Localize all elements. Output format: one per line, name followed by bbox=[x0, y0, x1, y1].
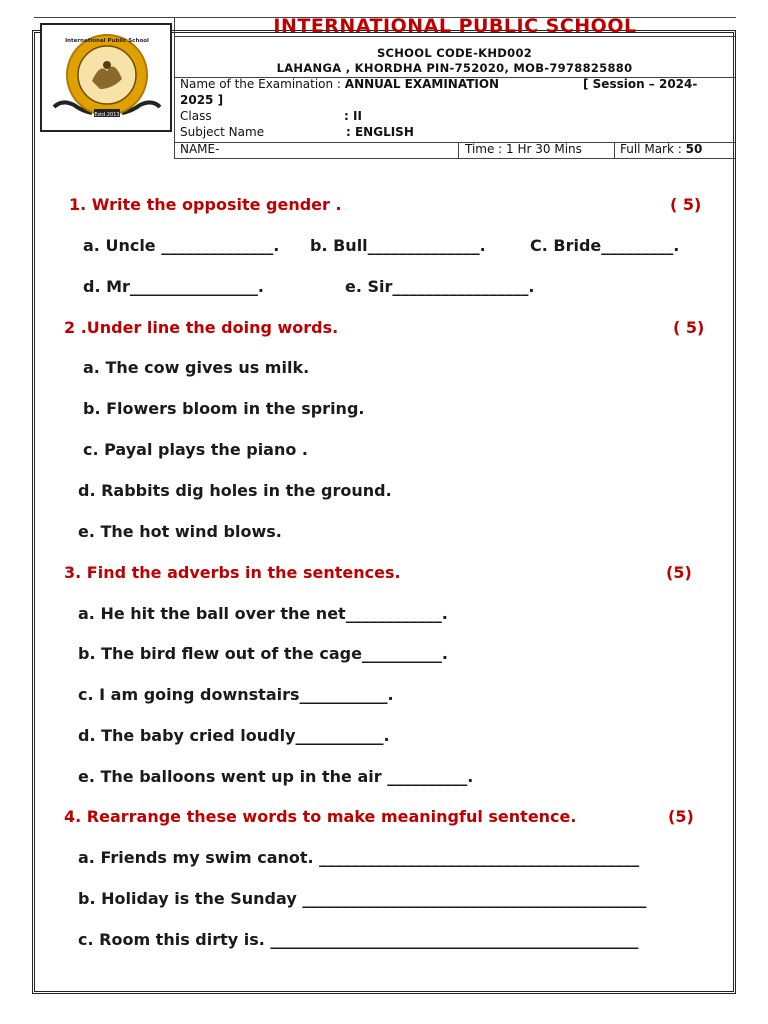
header-left-divider bbox=[174, 18, 175, 159]
school-logo bbox=[40, 23, 172, 132]
q3-item-c: c. I am going downstairs___________. bbox=[78, 685, 394, 704]
q3-item-e: e. The balloons went up in the air __________. bbox=[78, 767, 474, 786]
svg-text:International Public School: International Public School bbox=[65, 38, 149, 44]
q3-item-b: b. The bird flew out of the cage__________. bbox=[78, 644, 448, 663]
q2-item-e: e. The hot wind blows. bbox=[78, 522, 282, 541]
q1-item-a: a. Uncle ______________. bbox=[83, 236, 280, 255]
mark-divider bbox=[614, 142, 615, 158]
class-value: : II bbox=[344, 109, 362, 123]
q1-item-e: e. Sir_________________. bbox=[345, 277, 535, 296]
q4-item-a: a. Friends my swim canot. ________________________________________ bbox=[78, 848, 640, 867]
question-3-marks: (5) bbox=[666, 563, 692, 582]
exam-value: ANNUAL EXAMINATION bbox=[344, 77, 500, 91]
subject-label: Subject Name bbox=[180, 125, 265, 139]
question-4-marks: (5) bbox=[668, 807, 694, 826]
school-address: LAHANGA , KHORDHA PIN-752020, MOB-7978825880 bbox=[276, 61, 633, 75]
question-1-title: 1. Write the opposite gender . bbox=[69, 195, 342, 214]
header-line-1 bbox=[174, 36, 735, 37]
q2-item-a: a. The cow gives us milk. bbox=[83, 358, 310, 377]
q2-item-c: c. Payal plays the piano . bbox=[83, 440, 309, 459]
q3-item-a: a. He hit the ball over the net____________. bbox=[78, 604, 448, 623]
q4-item-c: c. Room this dirty is. ______________________________________________ bbox=[78, 930, 639, 949]
time-text: Time : 1 Hr 30 Mins bbox=[465, 142, 582, 156]
question-1-marks: ( 5) bbox=[670, 195, 702, 214]
question-2-marks: ( 5) bbox=[673, 318, 705, 337]
question-3-title: 3. Find the adverbs in the sentences. bbox=[64, 563, 401, 582]
full-mark-value: 50 bbox=[685, 142, 703, 156]
q1-item-b: b. Bull______________. bbox=[310, 236, 486, 255]
school-header-info bbox=[174, 36, 735, 158]
full-mark-label: Full Mark : bbox=[620, 142, 686, 156]
session-line-2: 2025 ] bbox=[180, 93, 224, 107]
q1-item-c: C. Bride_________. bbox=[530, 236, 680, 255]
session-line-1: [ Session – 2024- bbox=[583, 77, 698, 91]
svg-text:Estd.2013: Estd.2013 bbox=[94, 112, 120, 118]
full-mark bbox=[620, 142, 702, 156]
school-code: SCHOOL CODE-KHD002 bbox=[376, 46, 533, 60]
class-label: Class bbox=[180, 109, 212, 123]
q2-item-b: b. Flowers bloom in the spring. bbox=[83, 399, 365, 418]
q2-item-d: d. Rabbits dig holes in the ground. bbox=[78, 481, 392, 500]
school-emblem-icon bbox=[52, 29, 162, 129]
school-name: INTERNATIONAL PUBLIC SCHOOL bbox=[273, 15, 637, 37]
q3-item-d: d. The baby cried loudly___________. bbox=[78, 726, 390, 745]
question-4-title: 4. Rearrange these words to make meaningful sentence. bbox=[64, 807, 577, 826]
q1-item-d: d. Mr________________. bbox=[83, 277, 264, 296]
header-line-4 bbox=[174, 158, 735, 159]
question-2-title: 2 .Under line the doing words. bbox=[64, 318, 339, 337]
name-field-label: NAME- bbox=[180, 142, 220, 156]
subject-value: : ENGLISH bbox=[346, 125, 414, 139]
exam-label: Name of the Examination : bbox=[180, 77, 345, 91]
q4-item-b: b. Holiday is the Sunday ___________________________________________ bbox=[78, 889, 647, 908]
time-divider bbox=[458, 142, 459, 158]
exam-name-row bbox=[180, 77, 499, 91]
